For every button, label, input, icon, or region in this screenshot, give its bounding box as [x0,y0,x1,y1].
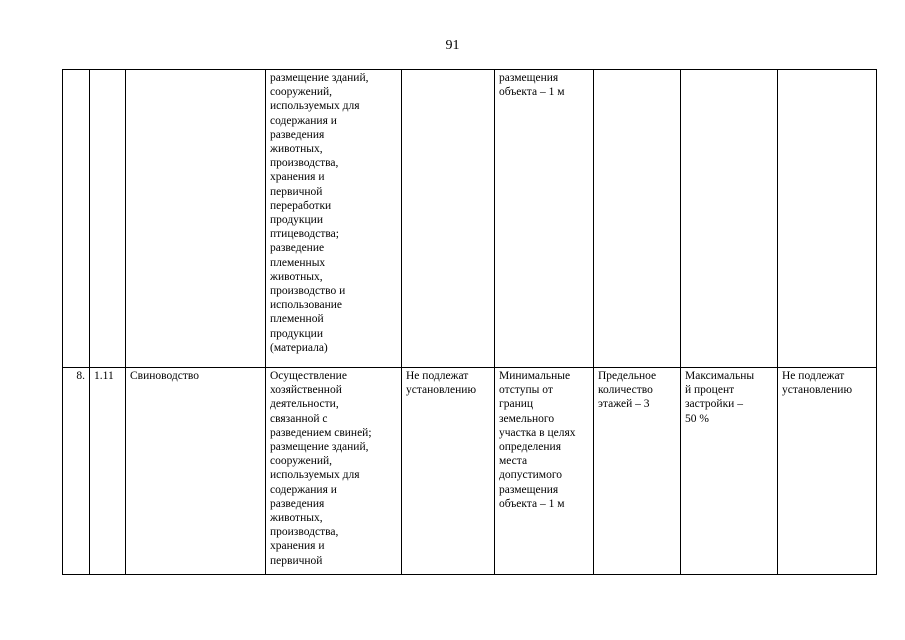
other-params-cell [778,70,877,368]
table-row [63,70,877,368]
code-cell: 1.11 [90,368,126,575]
land-use-name-cell [126,70,266,368]
table-row [63,368,877,575]
regulations-table [62,69,877,575]
row-number-cell: 8. [63,368,90,575]
floors-cell: Предельное количество этажей – 3 [594,368,681,575]
plot-area-cell: Не подлежат установлению [402,368,495,575]
other-params-cell: Не подлежат установлению [778,368,877,575]
description-cell: Осуществление хозяйственной деятельности, связанной с разведением свиней; размещение зданий, сооружений, используемых для содержания и разведения животных, производства, хранения и первичной [266,368,402,575]
row-number-cell [63,70,90,368]
code-cell [90,70,126,368]
plot-area-cell [402,70,495,368]
floors-cell [594,70,681,368]
page-number: 91 [445,38,460,53]
setbacks-cell: Минимальные отступы от границ земельного участка в целях определения места допустимого размещения объекта – 1 м [495,368,594,575]
coverage-cell: Максимальны й процент застройки – 50 % [681,368,778,575]
land-use-name-cell: Свиноводство [126,368,266,575]
description-cell: размещение зданий, сооружений, используемых для содержания и разведения животных, производства, хранения и первичной переработки продукции птицеводства; разведение племенных животных, производство и использование племенной продукции (материала) [266,70,402,368]
coverage-cell [681,70,778,368]
setbacks-cell: размещения объекта – 1 м [495,70,594,368]
